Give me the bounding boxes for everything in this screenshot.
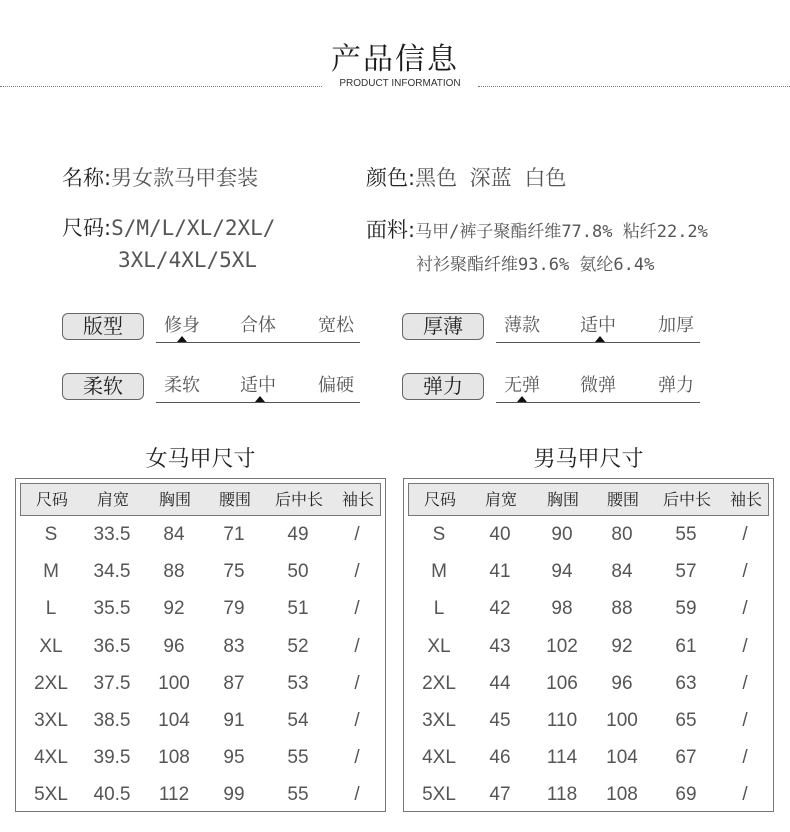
men-table-row [408,553,769,590]
women-table-row [20,739,381,776]
product-fabric [366,214,708,244]
attr-thickness [402,311,702,351]
men-cell-length: 67 [675,747,697,769]
women-cell-sleeve: / [354,524,360,545]
men-table-row [408,739,769,776]
product-colors-value: 黑色 深蓝 白色 [415,166,567,190]
women-cell-size: L [45,598,57,620]
men-cell-size: L [433,598,445,620]
women-cell-shoulder: 37.5 [93,672,131,694]
women-cell-waist: 95 [223,747,245,769]
women-cell-size: 3XL [34,710,68,731]
men-cell-waist: 80 [611,524,633,545]
attr-softness-option-1: 柔软 [164,375,200,396]
product-colors-key: 颜色: [366,166,416,190]
men-table-row [408,516,769,553]
women-cell-waist: 71 [223,524,245,545]
men-cell-sleeve: / [742,524,748,545]
men-cell-chest: 110 [546,710,578,731]
product-fabric-key: 面料: [366,218,416,242]
men-cell-sleeve: / [742,635,748,657]
women-table-row [20,776,381,813]
women-cell-length: 52 [287,635,309,657]
product-sizes-line1: S/M/L/XL/2XL/ [111,216,276,240]
attr-fit-option-2: 合体 [240,315,276,336]
men-cell-waist: 100 [606,710,638,731]
product-name-value: 男女款马甲套装 [111,166,259,190]
women-cell-shoulder: 35.5 [93,598,131,620]
men-cell-size: 5XL [422,784,456,806]
men-cell-length: 69 [675,784,697,806]
women-cell-waist: 79 [223,598,245,620]
attr-elasticity [402,371,702,411]
men-cell-shoulder: 44 [489,672,511,694]
attr-softness-label: 柔软 [62,373,144,400]
men-cell-shoulder: 43 [489,635,511,657]
men-table-title: 男马甲尺寸 [533,447,644,472]
men-cell-shoulder: 41 [489,561,511,583]
attr-thickness-label: 厚薄 [402,313,484,340]
men-cell-waist: 84 [611,561,633,583]
women-col-length: 后中长 [274,490,323,509]
attr-fit [62,311,362,351]
men-col-length: 后中长 [662,490,711,509]
men-col-waist: 腰围 [606,490,639,509]
women-cell-length: 54 [287,710,309,731]
men-cell-chest: 106 [546,672,578,694]
women-table-row [20,553,381,590]
men-table-row [408,590,769,627]
women-col-size: 尺码 [35,490,68,509]
men-table-header [408,483,769,516]
product-sizes-key: 尺码: [62,216,112,240]
men-col-sleeve: 袖长 [729,490,762,509]
women-cell-chest: 100 [158,672,190,694]
women-cell-chest: 108 [158,747,190,769]
women-cell-chest: 96 [163,635,185,657]
attr-thickness-scale-line [496,342,700,343]
men-cell-chest: 98 [551,598,573,620]
men-cell-length: 63 [675,672,697,694]
women-cell-sleeve: / [354,672,360,694]
men-cell-size: S [432,524,446,545]
men-cell-sleeve: / [742,672,748,694]
attr-thickness-option-1: 薄款 [504,315,540,336]
women-cell-shoulder: 39.5 [93,747,131,769]
product-fabric-line2: 衬衫聚酯纤维93.6% 氨纶6.4% [416,255,655,275]
women-cell-size: 2XL [34,672,68,694]
women-cell-sleeve: / [354,710,360,731]
men-cell-length: 57 [675,561,697,583]
attr-elasticity-option-1: 无弹 [504,375,540,396]
women-col-waist: 腰围 [218,490,251,509]
header-divider-right [478,86,790,87]
men-cell-waist: 88 [611,598,633,620]
men-cell-size: XL [427,635,451,657]
men-cell-shoulder: 47 [489,784,511,806]
men-col-size: 尺码 [423,490,456,509]
women-cell-chest: 84 [163,524,185,545]
women-cell-shoulder: 33.5 [93,524,131,545]
women-table-row [20,628,381,665]
attr-fit-label: 版型 [62,313,144,340]
men-table-row [408,702,769,739]
men-cell-chest: 118 [546,784,578,806]
attr-thickness-option-3: 加厚 [658,315,694,336]
attr-thickness-marker-icon [595,336,605,342]
men-table-row [408,776,769,813]
men-cell-chest: 102 [546,635,578,657]
men-cell-chest: 90 [551,524,573,545]
men-cell-chest: 94 [551,561,573,583]
men-cell-size: 3XL [422,710,456,731]
attr-fit-scale-line [156,342,360,343]
attr-softness-marker-icon [255,396,265,402]
women-cell-length: 55 [287,784,309,806]
attr-fit-option-3: 宽松 [318,315,354,336]
women-cell-length: 55 [287,747,309,769]
men-cell-waist: 104 [606,747,638,769]
attr-elasticity-scale-line [496,402,700,403]
women-col-chest: 胸围 [158,490,191,509]
product-fabric-line1: 马甲/裤子聚酯纤维77.8% 粘纤22.2% [415,222,708,242]
women-cell-waist: 75 [223,561,245,583]
men-col-chest: 胸围 [546,490,579,509]
attr-elasticity-marker-icon [517,396,527,402]
women-cell-waist: 99 [223,784,245,806]
attr-softness [62,371,362,411]
women-size-table [15,478,386,812]
attr-elasticity-label: 弹力 [402,373,484,400]
women-cell-size: M [43,561,59,583]
women-cell-length: 51 [287,598,309,620]
women-cell-waist: 87 [223,672,245,694]
men-cell-sleeve: / [742,710,748,731]
men-cell-chest: 114 [546,747,578,769]
women-cell-length: 49 [287,524,309,545]
women-cell-size: S [44,524,58,545]
women-table-row [20,702,381,739]
men-cell-sleeve: / [742,784,748,806]
men-cell-length: 59 [675,598,697,620]
men-size-table [403,478,774,812]
men-cell-size: M [431,561,447,583]
attr-fit-option-1: 修身 [164,315,200,336]
women-table-header [20,483,381,516]
page-subtitle: PRODUCT INFORMATION [339,78,461,89]
women-cell-waist: 91 [223,710,245,731]
attr-softness-scale-line [156,402,360,403]
product-name [62,162,258,192]
men-col-shoulder: 肩宽 [484,490,517,509]
women-cell-shoulder: 40.5 [93,784,131,806]
women-table-row [20,516,381,553]
product-sizes-line2: 3XL/4XL/5XL [118,248,258,272]
women-cell-shoulder: 36.5 [93,635,131,657]
women-cell-size: 4XL [34,747,68,769]
women-cell-sleeve: / [354,561,360,583]
women-cell-length: 50 [287,561,309,583]
men-cell-sleeve: / [742,598,748,620]
women-col-shoulder: 肩宽 [96,490,129,509]
men-table-row [408,628,769,665]
men-cell-waist: 96 [611,672,633,694]
product-sizes [62,212,275,242]
men-cell-waist: 108 [606,784,638,806]
men-cell-waist: 92 [611,635,633,657]
women-cell-sleeve: / [354,784,360,806]
attr-thickness-option-2: 适中 [580,315,616,336]
women-cell-sleeve: / [354,747,360,769]
men-cell-shoulder: 42 [489,598,511,620]
men-cell-length: 55 [675,524,697,545]
women-cell-size: 5XL [34,784,68,806]
men-cell-size: 4XL [422,747,456,769]
header-divider-left [0,86,322,87]
women-cell-shoulder: 38.5 [93,710,131,731]
women-cell-size: XL [39,635,63,657]
women-cell-sleeve: / [354,635,360,657]
men-cell-shoulder: 40 [489,524,511,545]
women-table-title: 女马甲尺寸 [145,447,256,472]
men-table-row [408,665,769,702]
men-cell-shoulder: 45 [489,710,511,731]
women-col-sleeve: 袖长 [341,490,374,509]
women-cell-sleeve: / [354,598,360,620]
women-cell-waist: 83 [223,635,245,657]
women-cell-chest: 112 [158,784,190,806]
women-cell-chest: 104 [158,710,190,731]
men-cell-sleeve: / [742,561,748,583]
product-name-key: 名称: [62,166,112,190]
women-cell-chest: 88 [163,561,185,583]
product-colors [366,162,566,192]
men-cell-length: 61 [675,635,697,657]
attr-elasticity-option-2: 微弹 [580,375,616,396]
men-cell-size: 2XL [422,672,456,694]
men-cell-length: 65 [675,710,697,731]
attr-softness-option-2: 适中 [240,375,276,396]
men-cell-shoulder: 46 [489,747,511,769]
women-table-row [20,665,381,702]
attr-softness-option-3: 偏硬 [318,375,354,396]
men-cell-sleeve: / [742,747,748,769]
women-cell-shoulder: 34.5 [93,561,131,583]
women-cell-chest: 92 [163,598,185,620]
attr-elasticity-option-3: 弹力 [658,375,694,396]
page-title: 产品信息 [331,42,459,77]
women-cell-length: 53 [287,672,309,694]
women-table-row [20,590,381,627]
attr-fit-marker-icon [177,336,187,342]
